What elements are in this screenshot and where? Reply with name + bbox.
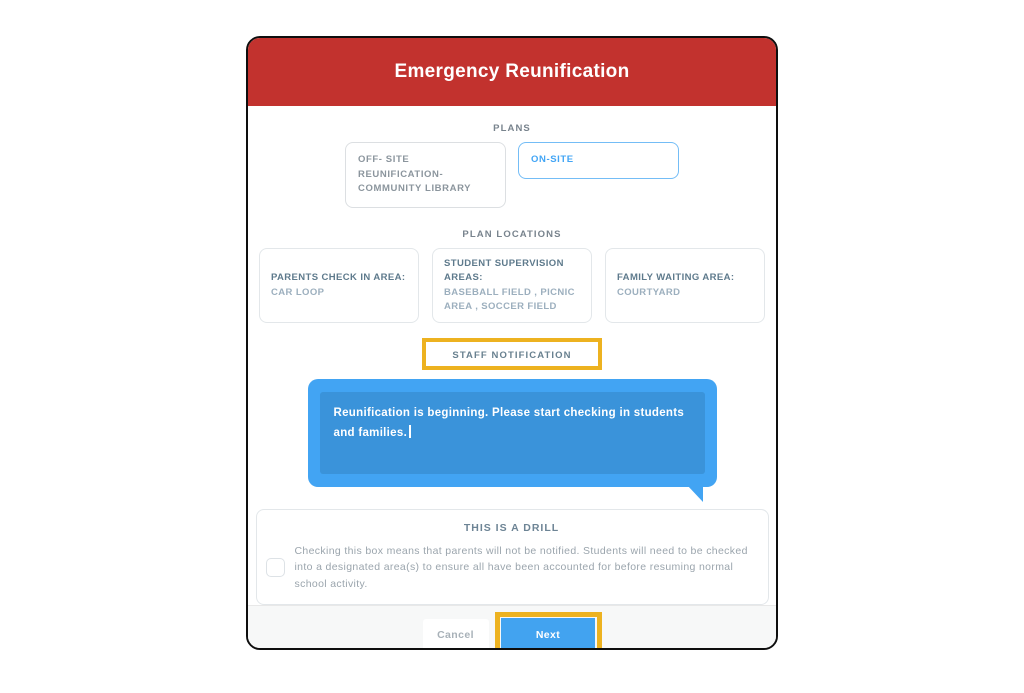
modal-header	[248, 38, 776, 106]
staff-notification-section	[422, 338, 601, 370]
modal-body	[248, 106, 776, 605]
plan-option-offsite-reunification[interactable]: OFF- SITE REUNIFICATION- COMMUNITY LIBRARY	[345, 142, 506, 208]
location-card-parents-check-in	[259, 248, 419, 323]
drill-description: Checking this box means that parents will not be notified. Students will need to be checked into a designated area(s) to ensure all have been accounted for before resuming normal school activity.	[294, 545, 748, 590]
location-card-title: PARENTS CHECK IN AREA:	[271, 272, 406, 284]
cancel-button[interactable]: Cancel	[423, 619, 489, 650]
text-cursor	[409, 425, 411, 438]
plan-option-onsite[interactable]: ON-SITE	[518, 142, 679, 179]
drill-section	[256, 509, 769, 605]
location-card-value: CAR LOOP	[271, 286, 325, 298]
plan-locations-row	[259, 248, 765, 323]
location-card-student-supervision	[432, 248, 592, 323]
modal-footer	[248, 605, 776, 650]
location-card-title: FAMILY WAITING AREA:	[617, 272, 735, 284]
staff-notification-label: STAFF NOTIFICATION	[452, 350, 572, 362]
location-card-value: BASEBALL FIELD , PICNIC AREA , SOCCER FIELD	[444, 286, 575, 312]
staff-message-textarea[interactable]	[320, 392, 705, 474]
speech-bubble-tail	[687, 485, 703, 502]
location-card-value: COURTYARD	[617, 286, 681, 298]
location-card-family-waiting	[605, 248, 765, 323]
staff-message-text: Reunification is beginning. Please start checking in students and families.	[333, 407, 685, 440]
next-button-highlight-annotation	[495, 612, 602, 650]
drill-checkbox[interactable]	[266, 558, 285, 577]
location-card-title: STUDENT SUPERVISION AREAS:	[444, 258, 564, 284]
plans-row	[345, 142, 679, 208]
plans-section-label: PLANS	[493, 123, 531, 134]
plan-locations-section-label: PLAN LOCATIONS	[462, 229, 562, 241]
drill-heading: THIS IS A DRILL	[463, 522, 560, 535]
emergency-reunification-modal	[246, 36, 778, 650]
next-button[interactable]: Next	[501, 618, 595, 650]
modal-title: Emergency Reunification	[394, 61, 630, 82]
staff-message-bubble	[308, 379, 717, 487]
drill-row	[266, 543, 758, 592]
staff-notification-highlight-annotation	[422, 338, 601, 370]
